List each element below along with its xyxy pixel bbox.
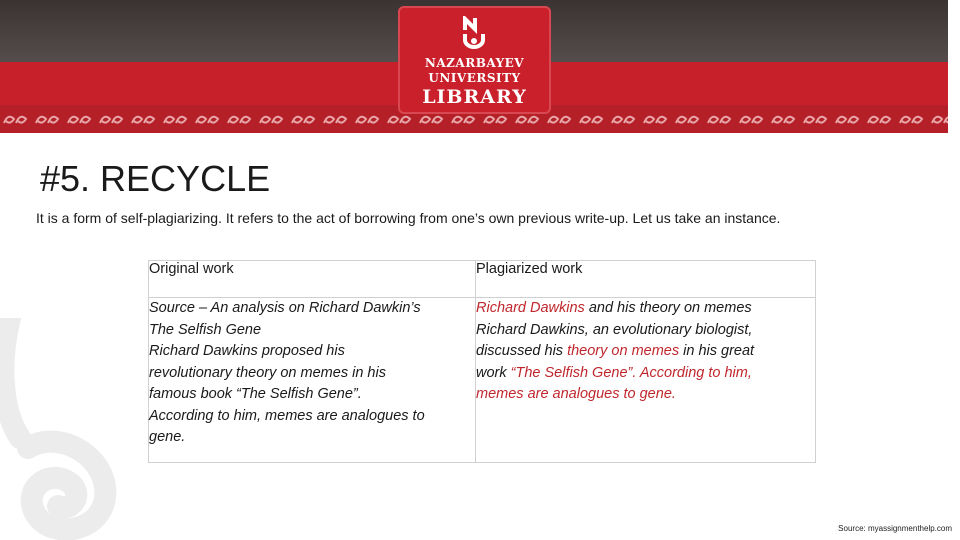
nu-emblem-icon (459, 16, 489, 50)
highlighted-text: Richard Dawkins (476, 300, 585, 316)
plain-text: and his theory on memes (584, 300, 752, 316)
header-right-edge (948, 0, 960, 133)
comparison-table (148, 260, 816, 463)
logo-text-line3: LIBRARY (422, 86, 527, 108)
plagiarized-line: memes are analogues to gene. (476, 386, 676, 402)
slide-title: #5. RECYCLE (40, 158, 271, 199)
plain-text: in his great (679, 343, 755, 359)
column-header-original: Original work (149, 261, 476, 298)
plain-text: discussed his (476, 343, 568, 359)
plain-text: work (476, 364, 511, 381)
decorative-swirl-icon (0, 318, 130, 540)
original-line: famous book “The Selfish Gene”. (149, 386, 362, 402)
original-line: According to him, memes are analogues to (149, 407, 425, 424)
logo-text-line2: UNIVERSITY (428, 71, 521, 85)
highlighted-text: “The Selfish Gene”. According to him, (510, 364, 752, 381)
plagiarized-work-cell (476, 298, 816, 463)
library-logo[interactable] (398, 6, 551, 114)
slide-subtitle: It is a form of self-plagiarizing. It refers to the act of borrowing from one’s own previous write-up. Let us take an instance. (36, 210, 781, 226)
plagiarized-line (476, 298, 815, 320)
plagiarized-line (476, 341, 815, 363)
original-line: Richard Dawkins proposed his (149, 343, 345, 359)
logo-text-line1: NAZARBAYEV (424, 56, 525, 70)
original-work-cell (149, 298, 476, 463)
original-line: Source – An analysis on Richard Dawkin’s (149, 300, 421, 316)
original-line: The Selfish Gene (149, 321, 262, 338)
highlighted-text: theory on memes (567, 343, 680, 359)
original-line: gene. (149, 429, 186, 445)
table-header-row (149, 261, 816, 298)
column-header-plagiarized: Plagiarized work (476, 261, 816, 298)
table-row (149, 298, 816, 463)
plagiarized-line (476, 363, 815, 385)
source-credit: Source: myassignmenthelp.com (838, 524, 952, 533)
original-line: revolutionary theory on memes in his (149, 364, 386, 381)
plagiarized-line: Richard Dawkins, an evolutionary biologist, (476, 321, 753, 338)
